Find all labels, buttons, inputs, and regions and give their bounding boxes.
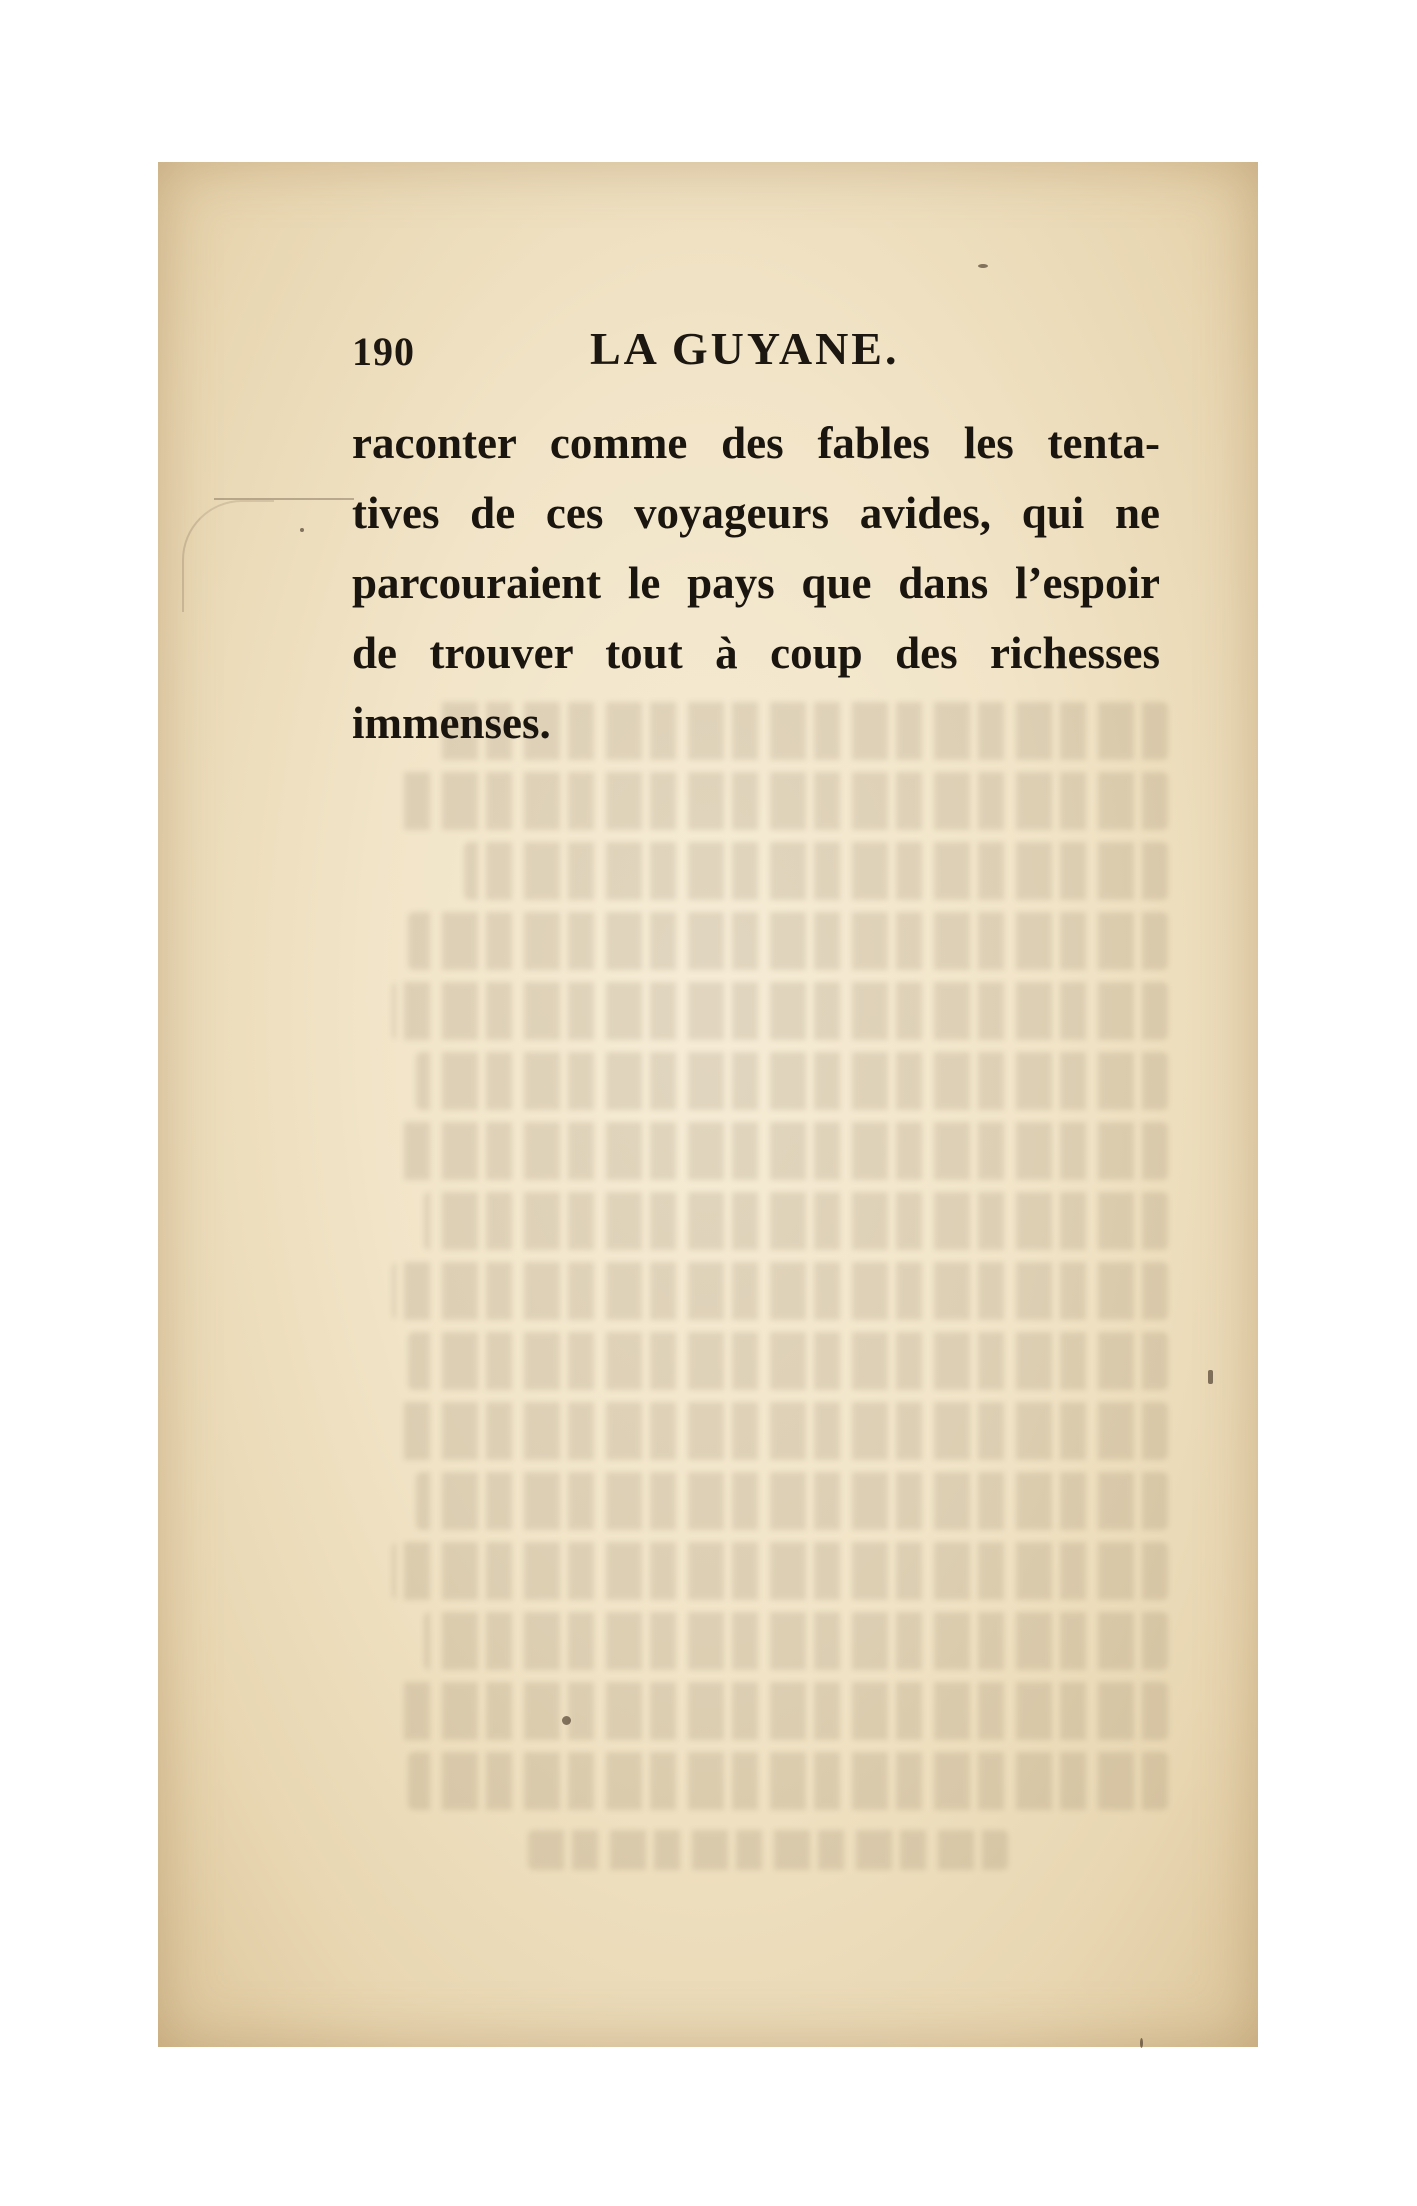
page-header bbox=[352, 322, 1152, 382]
page-number: 190 bbox=[352, 329, 415, 374]
text-line: parcouraient le pays que dans l’espoir bbox=[352, 558, 1160, 608]
running-title: LA GUYANE. bbox=[590, 323, 900, 374]
text-line: raconter comme des fables les tenta- bbox=[352, 418, 1160, 468]
text-line: immenses. bbox=[352, 698, 551, 748]
show-through-text bbox=[368, 702, 1168, 2002]
paper-speck bbox=[562, 1716, 571, 1725]
body-text bbox=[352, 408, 1160, 758]
paper-speck bbox=[978, 264, 988, 268]
paper-speck bbox=[300, 528, 304, 532]
paper-speck bbox=[1208, 1370, 1213, 1384]
paper-speck bbox=[1140, 2038, 1143, 2048]
text-line: tives de ces voyageurs avides, qui ne bbox=[352, 488, 1160, 538]
text-line: de trouver tout à coup des richesses bbox=[352, 628, 1160, 678]
